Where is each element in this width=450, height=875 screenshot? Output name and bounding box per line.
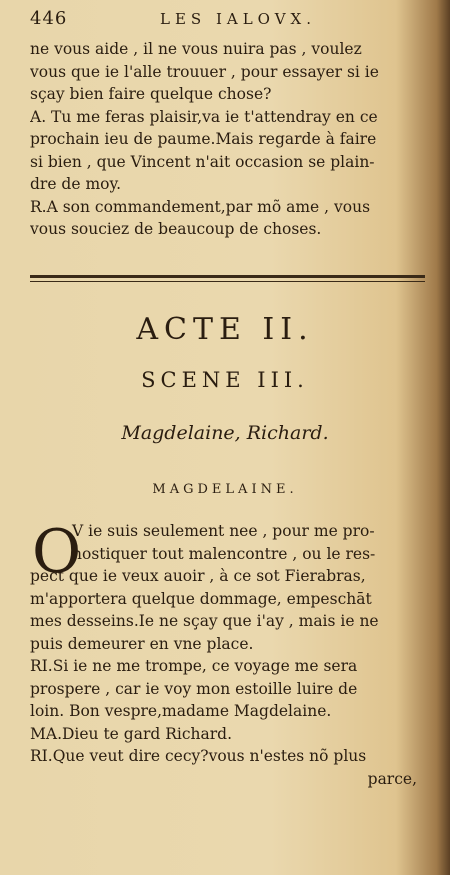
- text-line: loin. Bon vespre,madame Magdelaine.: [30, 702, 332, 720]
- divider-thin-rule: [30, 281, 425, 282]
- text-line: vous souciez de beaucoup de choses.: [30, 220, 322, 238]
- running-title: LES IALOVX.: [160, 10, 316, 28]
- page-number: 446: [30, 8, 68, 29]
- text-line: prospere , car ie voy mon estoille luire de: [30, 679, 358, 698]
- divider-thick-rule: [30, 275, 425, 278]
- scene-heading: SCENE III.: [141, 368, 309, 392]
- text-line: nostiquer tout malencontre , ou le res-: [72, 544, 376, 563]
- section-divider: [30, 275, 425, 282]
- page-header: [30, 8, 420, 32]
- text-line: si bien , que Vincent n'ait occasion se plain-: [30, 152, 375, 171]
- text-line: MA.Dieu te gard Richard.: [30, 724, 232, 743]
- text-line: R.A son commandement,par mõ ame , vous: [30, 197, 371, 216]
- text-line: prochain ieu de paume.Mais regarde à faire: [30, 130, 377, 148]
- text-line: V ie suis seulement nee , pour me pro-: [72, 522, 375, 540]
- text-line: ne vous aide , il ne vous nuira pas , voulez: [30, 40, 362, 58]
- top-text-block: [30, 38, 425, 241]
- drop-cap: O: [32, 517, 82, 587]
- text-line: dre de moy.: [30, 175, 122, 193]
- text-line: mes desseins.Ie ne sçay que i'ay , mais ie ne: [30, 612, 379, 630]
- act-heading: ACTE II.: [136, 312, 314, 347]
- text-line: RI.Que veut dire cecy?vous n'estes nõ plus: [30, 747, 367, 765]
- text-line: A. Tu me feras plaisir,va ie t'attendray en ce: [30, 107, 378, 126]
- speaker-heading: MAGDELAINE.: [152, 482, 298, 497]
- text-line: m'apportera quelque dommage, empeschāt: [30, 589, 372, 608]
- scene-characters: Magdelaine, Richard.: [121, 422, 329, 444]
- catchword: parce,: [367, 769, 417, 788]
- text-line: sçay bien faire quelque chose?: [30, 85, 272, 103]
- lower-text-block: [30, 517, 425, 790]
- text-line: RI.Si ie ne me trompe, ce voyage me sera: [30, 657, 358, 675]
- text-line: vous que ie l'alle trouuer , pour essayer si ie: [30, 62, 379, 81]
- text-line: pect que ie veux auoir , à ce sot Fierabras,: [30, 567, 366, 585]
- text-line: puis demeurer en vne place.: [30, 634, 254, 653]
